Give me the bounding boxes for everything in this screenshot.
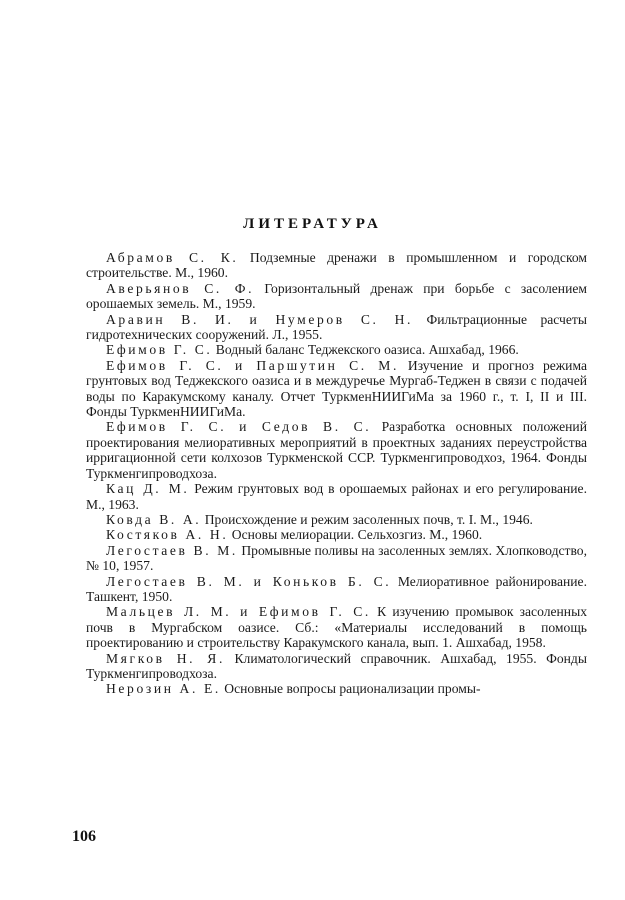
- reference-text: Разработка основных положений проектирования мелиоративных мероприятий в проектных заданиях переустройства ирригационной сети колхозов Туркменской ССР. Туркменгипроводхоз, 1964. Фонды Туркменгипроводхоза.: [86, 419, 587, 481]
- reference-author: Легостаев В. М. и Коньков Б. С.: [106, 573, 392, 589]
- reference-entry: [86, 681, 587, 696]
- reference-author: Ефимов Г. С. и Паршутин С. М.: [106, 357, 399, 373]
- reference-entry: [86, 281, 587, 312]
- reference-text: Основные вопросы рационализации промы-: [224, 681, 481, 697]
- reference-text: Водный баланс Теджекского оазиса. Ашхабад, 1966.: [215, 342, 519, 358]
- reference-author: Легостаев В. М.: [106, 542, 238, 558]
- reference-entry: [86, 312, 587, 343]
- reference-author: Аверьянов С. Ф.: [106, 280, 255, 296]
- reference-entry: [86, 342, 587, 357]
- reference-text: Происхождение и режим засоленных почв, т. I. М., 1946.: [204, 511, 533, 527]
- reference-author: Ефимов Г. С. и Седов В. С.: [106, 419, 372, 435]
- reference-entry: [86, 358, 587, 420]
- reference-author: Ковда В. А.: [106, 511, 202, 527]
- reference-text: Режим грунтовых вод в орошаемых районах и его регулирование. М., 1963.: [86, 481, 587, 512]
- reference-author: Абрамов С. К.: [106, 250, 239, 265]
- reference-text: Фильтрационные расчеты гидротехнических сооружений. Л., 1955.: [86, 311, 587, 343]
- reference-author: Мягков Н. Я.: [106, 650, 225, 666]
- reference-entry: [86, 250, 587, 281]
- reference-entry: [86, 543, 587, 574]
- reference-text: Промывные поливы на засоленных землях. Хлопководство, № 10, 1957.: [86, 542, 588, 574]
- reference-text: Изучение и прогноз режима грунтовых вод Теджекского оазиса и в междуречье Мургаб-Теджен в связи с подачей воды по Каракумскому каналу. Отчет ТуркменНИИГиМа за 1960 г., т. I, II и III. Фонды ТуркменНИИГиМа.: [86, 357, 587, 420]
- reference-entry: [86, 527, 587, 542]
- reference-text: Основы мелиорации. Сельхозгиз. М., 1960.: [231, 527, 483, 543]
- reference-list: [86, 250, 587, 697]
- reference-text: Климатологический справочник. Ашхабад, 1955. Фонды Туркменгипроводхоза.: [86, 650, 587, 681]
- reference-entry: [86, 419, 587, 481]
- reference-author: Кац Д. М.: [106, 481, 190, 497]
- reference-entry: [86, 512, 587, 527]
- reference-author: Костяков А. Н.: [106, 527, 229, 543]
- reference-entry: [86, 574, 587, 605]
- reference-entry: [86, 651, 587, 682]
- reference-author: Нерозин А. Е.: [106, 681, 221, 697]
- reference-entry: [86, 481, 587, 512]
- page-number: 106: [72, 828, 96, 845]
- reference-text: Мелиоративное районирование. Ташкент, 1950.: [86, 573, 587, 604]
- reference-text: К изучению промывок засоленных почв в Мургабском оазисе. Сб.: «Материалы исследований в помощь проектированию и строительству Каракумского канала, вып. 1. Ашхабад, 1958.: [86, 604, 588, 651]
- reference-author: Ефимов Г. С.: [106, 342, 213, 358]
- page-title: ЛИТЕРАТУРА: [243, 216, 382, 232]
- reference-entry: [86, 604, 587, 650]
- reference-author: Аравин В. И. и Нумеров С. Н.: [106, 311, 414, 327]
- reference-text: Подземные дренажи в промышленном и городском строительстве. М., 1960.: [86, 250, 588, 281]
- reference-author: Мальцев Л. М. и Ефимов Г. С.: [106, 604, 371, 620]
- reference-text: Горизонтальный дренаж при борьбе с засолением орошаемых земель. М., 1959.: [86, 280, 587, 312]
